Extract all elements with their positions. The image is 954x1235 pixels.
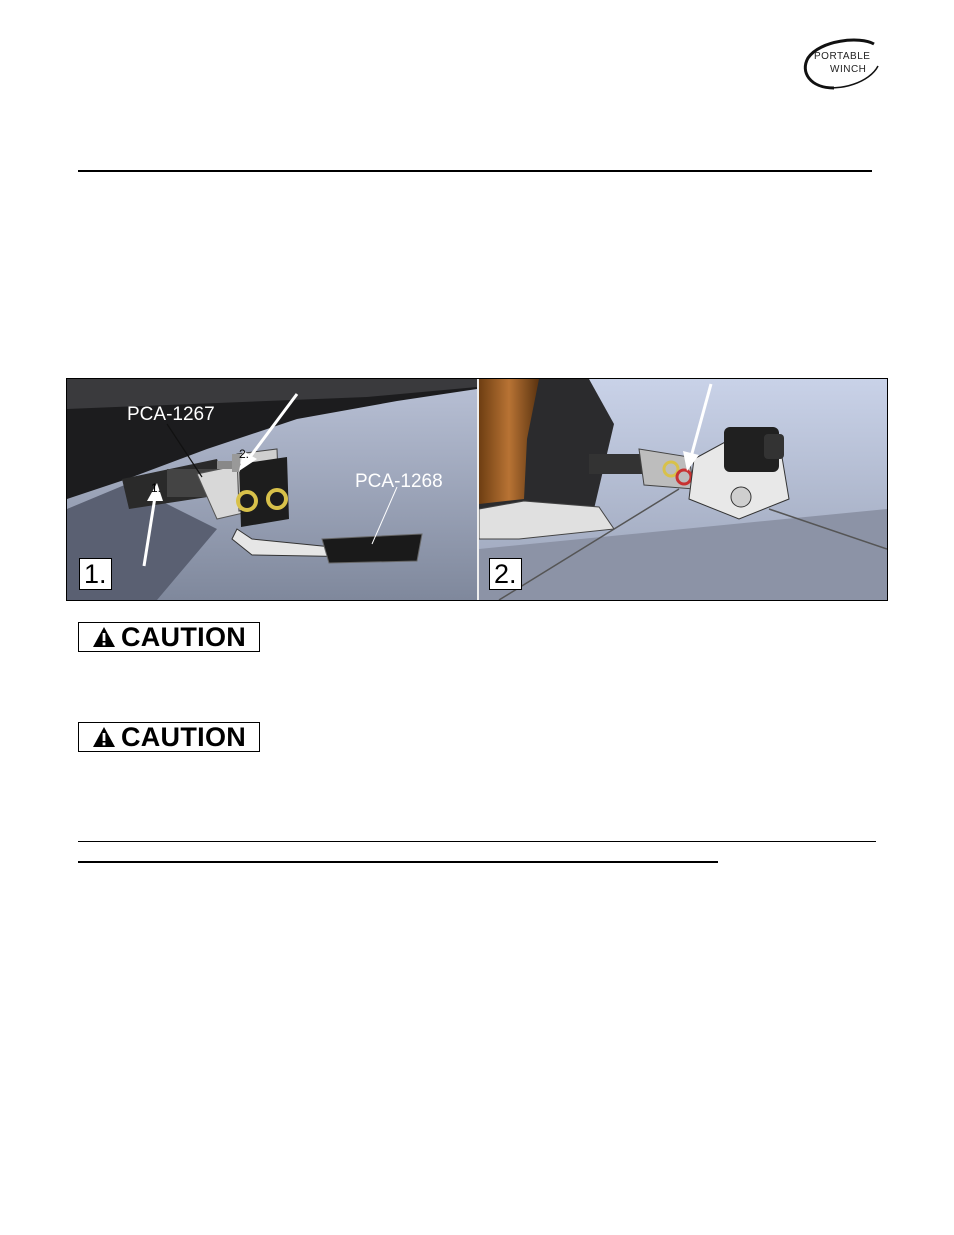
panel-label-1: 1. [79,558,112,590]
caution-text: CAUTION [120,722,247,752]
callout-2: 2. [239,447,250,461]
section-rule-bottom [78,841,876,842]
heading-underline [78,861,718,863]
part-label-pca-1268: PCA-1268 [355,471,443,492]
caution-badge-1 [78,622,260,652]
logo-text-winch: WINCH [830,64,867,75]
portable-winch-logo [800,38,882,92]
caution-text: CAUTION [120,622,247,652]
warning-triangle-icon [92,626,116,648]
part-label-pca-1267: PCA-1267 [127,404,215,425]
installation-figure [66,378,888,601]
warning-triangle-icon [92,726,116,748]
section-rule-top [78,170,872,172]
figure-panel-2 [479,379,887,600]
logo-text-portable: PORTABLE [814,51,871,62]
figure-panel-1 [67,379,477,600]
panel-label-2: 2. [489,558,522,590]
caution-badge-2 [78,722,260,752]
callout-1: 1. [151,481,162,495]
